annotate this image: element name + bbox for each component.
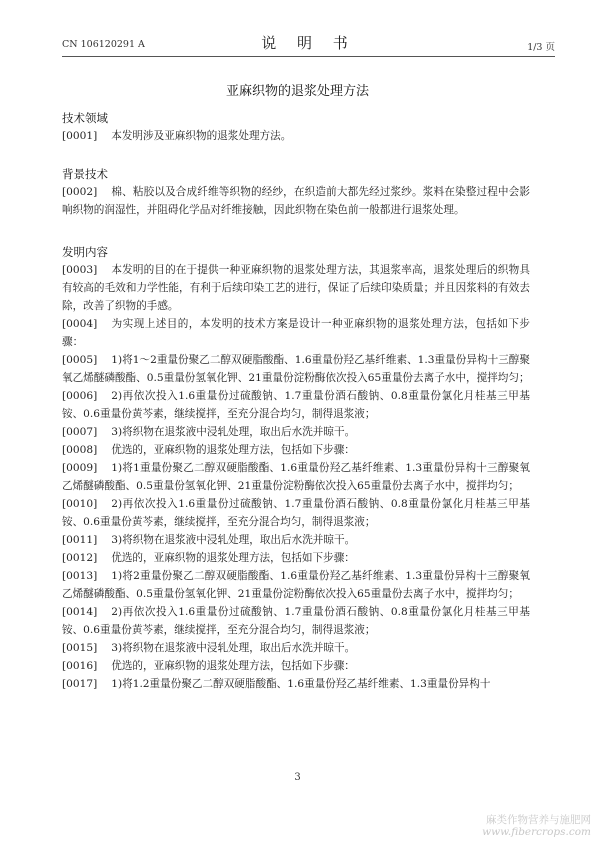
paragraph-number: [0011] (62, 534, 98, 546)
paragraph-number: [0006] (62, 390, 98, 402)
document-title: 亚麻织物的退浆处理方法 (225, 84, 369, 99)
paragraph (62, 567, 530, 603)
watermark-url: www.fibercrops.com (482, 826, 591, 838)
paragraph-number: [0002] (62, 186, 98, 198)
patent-number: CN 106120291 A (62, 39, 145, 50)
paragraph (62, 639, 530, 657)
section-heading-tech-field: 技术领域 (62, 111, 108, 125)
paragraph-text: 为实现上述目的，本发明的技术方案是设计一种亚麻织物的退浆处理方法，包括如下步骤： (62, 318, 530, 348)
paragraph-text: 1)将1～2重量份聚乙二醇双硬脂酸酯、1.6重量份羟乙基纤维素、1.3重量份异构十三醇聚氧乙烯醚磷酸酯、0.5重量份氢氧化钾、21重量份淀粉酶依次投入65重量份去离子水中，搅拌均匀； (62, 354, 530, 384)
paragraph (62, 127, 530, 145)
paragraph (62, 183, 530, 219)
paragraph-text: 2)再依次投入1.6重量份过硫酸钠、1.7重量份酒石酸钠、0.8重量份氯化月桂基三甲基铵、0.6重量份黄芩素，继续搅拌，至充分混合均匀，制得退浆液； (62, 606, 530, 636)
paragraph-number: [0008] (62, 444, 98, 456)
paragraph-text: 本发明的目的在于提供一种亚麻织物的退浆处理方法，其退浆率高，退浆处理后的织物具有较高的毛效和力学性能，有利于后续印染工艺的进行，保证了后续印染质量；并且因浆料的有效去除，改善了织物的手感。 (62, 264, 530, 312)
paragraph-number: [0004] (62, 318, 98, 330)
paragraph-text: 3)将织物在退浆液中浸轧处理，取出后水洗并晾干。 (111, 534, 356, 546)
paragraph-text: 1)将2重量份聚乙二醇双硬脂酸酯、1.6重量份羟乙基纤维素、1.3重量份异构十三醇聚氧乙烯醚磷酸酯、0.5重量份氢氧化钾、21重量份淀粉酶依次投入65重量份去离子水中，搅拌均匀； (62, 570, 530, 600)
paragraph-number: [0016] (62, 660, 98, 672)
paragraph-text: 2)再依次投入1.6重量份过硫酸钠、1.7重量份酒石酸钠、0.8重量份氯化月桂基三甲基铵、0.6重量份黄芩素，继续搅拌，至充分混合均匀，制得退浆液； (62, 498, 530, 528)
page-header (62, 30, 555, 52)
paragraph (62, 441, 530, 459)
paragraph-number: [0010] (62, 498, 98, 510)
paragraph-number: [0012] (62, 552, 98, 564)
page-indicator: 1/3 页 (527, 42, 555, 53)
page-number: 3 (294, 772, 301, 783)
paragraph-number: [0013] (62, 570, 98, 582)
paragraph (62, 315, 530, 351)
paragraph-number: [0005] (62, 354, 98, 366)
watermark-site-name: 麻类作物营养与施肥网 (486, 814, 591, 826)
paragraph (62, 657, 530, 675)
paragraph (62, 261, 530, 315)
paragraph-text: 优选的，亚麻织物的退浆处理方法，包括如下步骤： (111, 552, 355, 564)
paragraph-text: 棉、粘胶以及合成纤维等织物的经纱，在织造前大都先经过浆纱。浆料在染整过程中会影响织物的润湿性，并阻碍化学品对纤维接触，因此织物在染色前一般都进行退浆处理。 (62, 186, 530, 216)
paragraph-number: [0015] (62, 642, 98, 654)
paragraph-number: [0009] (62, 462, 98, 474)
paragraph-text: 3)将织物在退浆液中浸轧处理，取出后水洗并晾干。 (111, 642, 356, 654)
paragraph-text: 2)再依次投入1.6重量份过硫酸钠、1.7重量份酒石酸钠、0.8重量份氯化月桂基三甲基铵、0.6重量份黄芩素，继续搅拌，至充分混合均匀，制得退浆液； (62, 390, 530, 420)
paragraph-text: 3)将织物在退浆液中浸轧处理，取出后水洗并晾干。 (111, 426, 356, 438)
document-type: 说 明 书 (261, 34, 356, 52)
paragraph (62, 459, 530, 495)
paragraph (62, 549, 530, 567)
paragraph (62, 423, 530, 441)
document-body (62, 109, 530, 693)
paragraph-number: [0001] (62, 130, 98, 142)
paragraph-number: [0003] (62, 264, 98, 276)
paragraph-number: [0014] (62, 606, 98, 618)
paragraph-text: 1)将1.2重量份聚乙二醇双硬脂酸酯、1.6重量份羟乙基纤维素、1.3重量份异构十 (111, 678, 491, 690)
paragraph-text: 优选的，亚麻织物的退浆处理方法，包括如下步骤： (111, 660, 355, 672)
paragraph-text: 1)将1重量份聚乙二醇双硬脂酸酯、1.6重量份羟乙基纤维素、1.3重量份异构十三醇聚氧乙烯醚磷酸酯、0.5重量份氢氧化钾、21重量份淀粉酶依次投入65重量份去离子水中，搅拌均匀； (62, 462, 530, 492)
paragraph (62, 531, 530, 549)
paragraph (62, 351, 530, 387)
paragraph (62, 387, 530, 423)
section-heading-background: 背景技术 (62, 167, 108, 181)
header-divider (62, 56, 555, 57)
paragraph-number: [0017] (62, 678, 98, 690)
section-heading-summary: 发明内容 (62, 245, 108, 259)
paragraph-text: 优选的，亚麻织物的退浆处理方法，包括如下步骤： (111, 444, 355, 456)
paragraph (62, 603, 530, 639)
paragraph (62, 675, 530, 693)
paragraph-number: [0007] (62, 426, 98, 438)
paragraph (62, 495, 530, 531)
paragraph-text: 本发明涉及亚麻织物的退浆处理方法。 (111, 130, 292, 142)
